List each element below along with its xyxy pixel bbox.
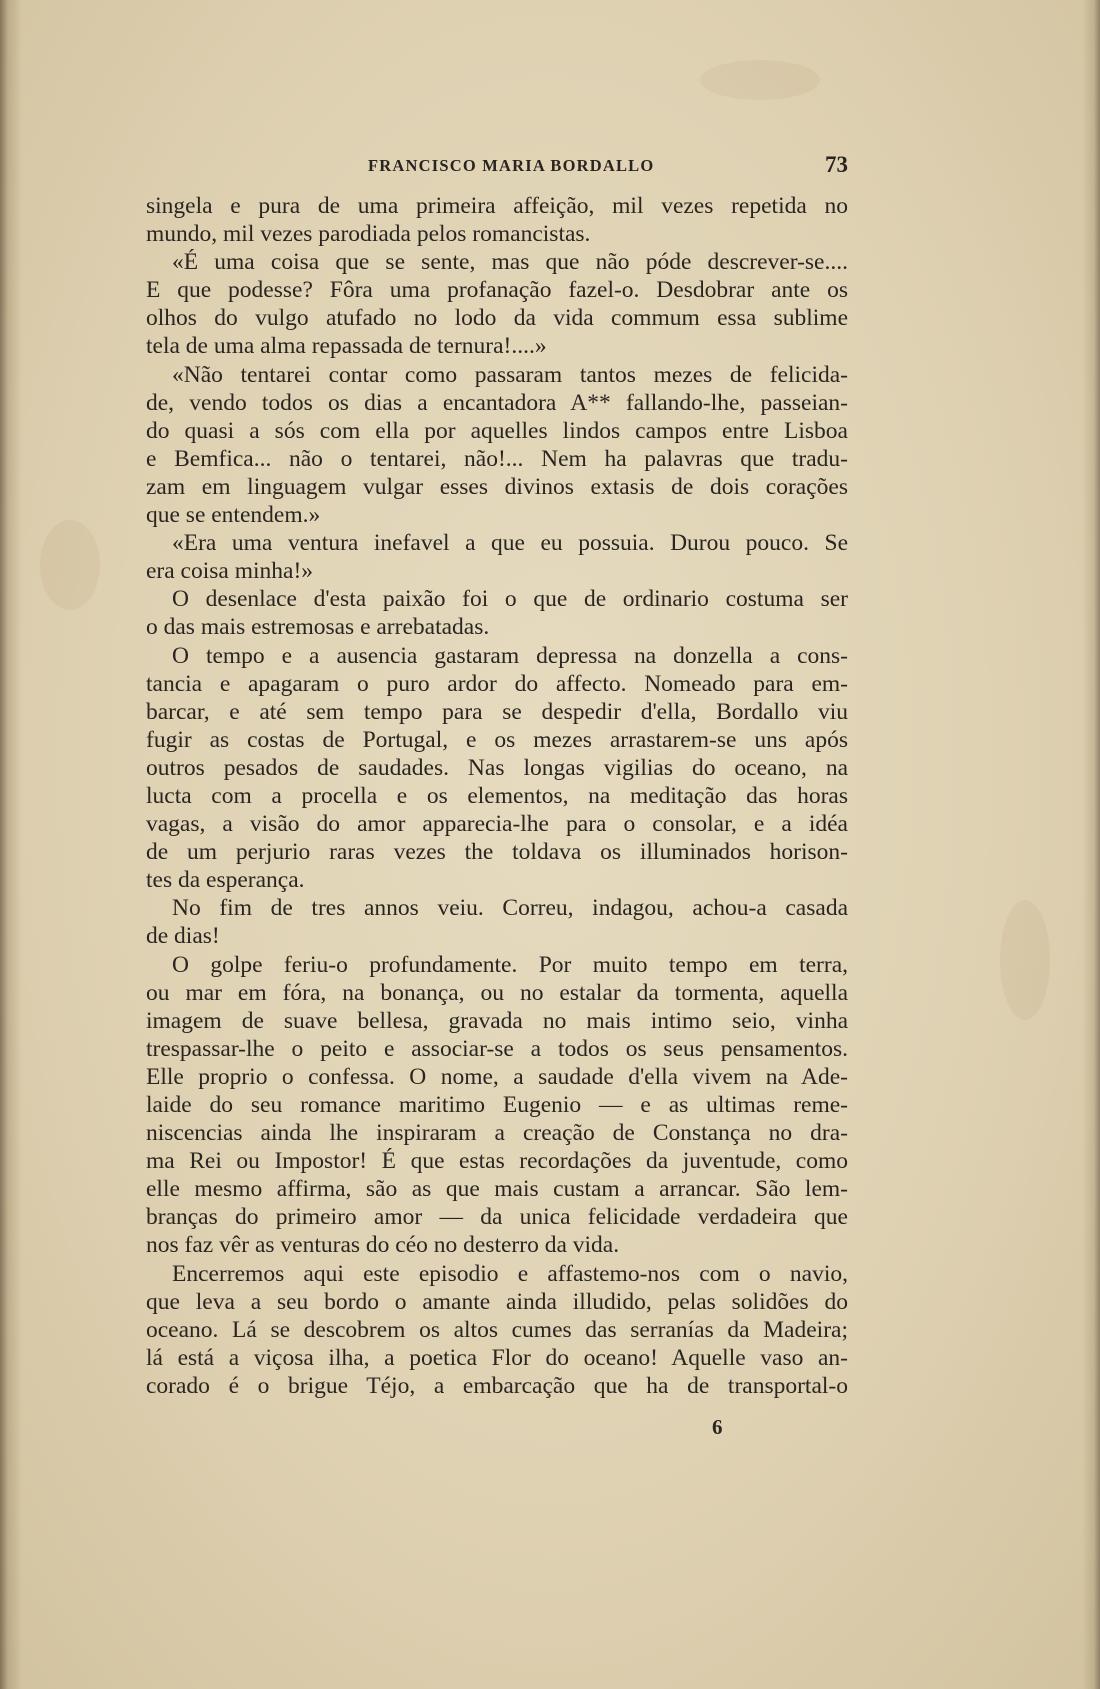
text-line-content: E que podesse? Fôra uma profanação fazel-o. Desdobrar ante os [146,277,848,304]
text-line [146,1231,848,1259]
text-line-content: oceano. Lá se descobrem os altos cumes das serranías da Madeira; [146,1316,848,1343]
text-line [146,1091,848,1119]
text-line-content: olhos do vulgo atufado no lodo da vida commum essa sublime [146,305,848,332]
text-line-content: O desenlace d'esta paixão foi o que de ordinario costuma ser [172,586,848,613]
text-line [146,951,848,979]
page-number: 73 [825,152,848,177]
text-line-content: Encerremos aqui este episodio e affastemo-nos com o navio, [172,1260,848,1287]
signature-mark: 6 [712,1415,723,1439]
text-line [146,1119,848,1147]
text-line-content: nos faz vêr as venturas do céo no desterro da vida. [146,1232,620,1259]
text-line-content: lá está a viçosa ilha, a poetica Flor do oceano! Aquelle vaso an- [146,1344,848,1371]
text-line [146,304,848,332]
text-line [146,894,848,922]
text-line-content: que se entendem.» [146,502,321,529]
text-line-content: trespassar-lhe o peito e associar-se a todos os seus pensamentos. [146,1035,848,1062]
text-line-content: outros pesados de saudades. Nas longas vigilias do oceano, na [146,754,848,781]
text-line-content: que leva a seu bordo o amante ainda illudido, pelas solidões do [146,1288,848,1315]
text-line-content: mundo, mil vezes parodiada pelos romancistas. [146,221,591,248]
text-line [146,557,848,585]
text-line-content: zam em linguagem vulgar esses divinos extasis de dois corações [146,473,848,500]
text-line-content: O tempo e a ausencia gastaram depressa na donzella a cons- [172,642,848,669]
text-line [146,726,848,754]
text-line-content: era coisa minha!» [146,558,314,585]
text-line-content: O golpe feriu-o profundamente. Por muito tempo em terra, [172,951,848,978]
text-line [146,866,848,894]
text-line [146,782,848,810]
paper-stain [40,520,100,610]
text-line [146,1260,848,1288]
paper-stain [700,60,820,100]
text-line-content: de um perjurio raras vezes the toldava os illuminados horison- [146,839,848,866]
text-line-content: «Não tentarei contar como passaram tantos mezes de felicida- [172,361,848,388]
text-line-content: do quasi a sós com ella por aquelles lindos campos entre Lisboa [146,417,848,444]
text-line [146,670,848,698]
text-line-content: barcar, e até sem tempo para se despedir d'ella, Bordallo viu [146,698,848,725]
text-line [146,1035,848,1063]
text-line [146,220,848,248]
text-line [146,332,848,360]
text-line-content: corado é o brigue Téjo, a embarcação que ha de transportal-o [146,1372,848,1399]
running-title: FRANCISCO MARIA BORDALLO [368,156,655,175]
text-line-content: de dias! [146,923,220,950]
text-line [146,1147,848,1175]
text-line-content: imagem de suave bellesa, gravada no mais intimo seio, vinha [146,1007,848,1034]
text-line [146,501,848,529]
text-line [146,192,848,220]
text-line [146,979,848,1007]
text-line-content: de, vendo todos os dias a encantadora A** fallando-lhe, passeian- [146,389,848,416]
text-line [146,698,848,726]
text-line-content: niscencias ainda lhe inspiraram a creação de Constança no dra- [146,1120,848,1147]
text-line-content: «É uma coisa que se sente, mas que não póde descrever-se.... [172,249,848,276]
text-line-content: «Era uma ventura inefavel a que eu possuia. Durou pouco. Se [172,530,848,557]
text-line [146,922,848,950]
text-line [146,754,848,782]
page-header [146,152,848,178]
body-text [146,192,848,1400]
text-line [146,1203,848,1231]
text-line [146,1344,848,1372]
text-line-content: branças do primeiro amor — da unica felicidade verdadeira que [146,1204,848,1231]
text-line [146,1175,848,1203]
text-line [146,445,848,473]
text-line-content: tancia e apagaram o puro ardor do affecto. Nomeado para em- [146,670,848,697]
text-line [146,389,848,417]
text-line-content: tes da esperança. [146,867,305,894]
text-line [146,642,848,670]
text-line [146,810,848,838]
text-line-content: singela e pura de uma primeira affeição, mil vezes repetida no [146,193,848,219]
text-line-content: lucta com a procella e os elementos, na meditação das horas [146,782,848,809]
paper-stain [1000,900,1050,1020]
text-line [146,1063,848,1091]
text-line-content: e Bemfica... não o tentarei, não!... Nem ha palavras que tradu- [146,445,848,472]
text-line-content: No fim de tres annos veiu. Correu, indagou, achou-a casada [172,895,848,922]
text-line [146,529,848,557]
text-line-content: laide do seu romance maritimo Eugenio — e as ultimas reme- [146,1092,848,1118]
text-line [146,613,848,641]
text-line [146,248,848,276]
text-line-content: o das mais estremosas e arrebatadas. [146,614,490,641]
text-line-content: ou mar em fóra, na bonança, ou no estalar da tormenta, aquella [146,979,848,1006]
text-line-content: ma Rei ou Impostor! É que estas recordações da juventude, como [146,1148,848,1175]
text-line [146,1316,848,1344]
text-line [146,417,848,445]
text-line-content: tela de uma alma repassada de ternura!....» [146,333,547,360]
text-line [146,1288,848,1316]
text-line [146,585,848,613]
text-line-content: Elle proprio o confessa. O nome, a saudade d'ella vivem na Ade- [146,1063,848,1090]
text-line [146,1007,848,1035]
text-line [146,1372,848,1400]
text-line [146,838,848,866]
text-line [146,473,848,501]
text-line [146,276,848,304]
text-line-content: elle mesmo affirma, são as que mais custam a arrancar. São lem- [146,1176,848,1203]
text-line [146,361,848,389]
text-line-content: vagas, a visão do amor apparecia-lhe para o consolar, e a idéa [146,811,848,838]
text-line-content: fugir as costas de Portugal, e os mezes arrastarem-se uns após [146,726,848,753]
